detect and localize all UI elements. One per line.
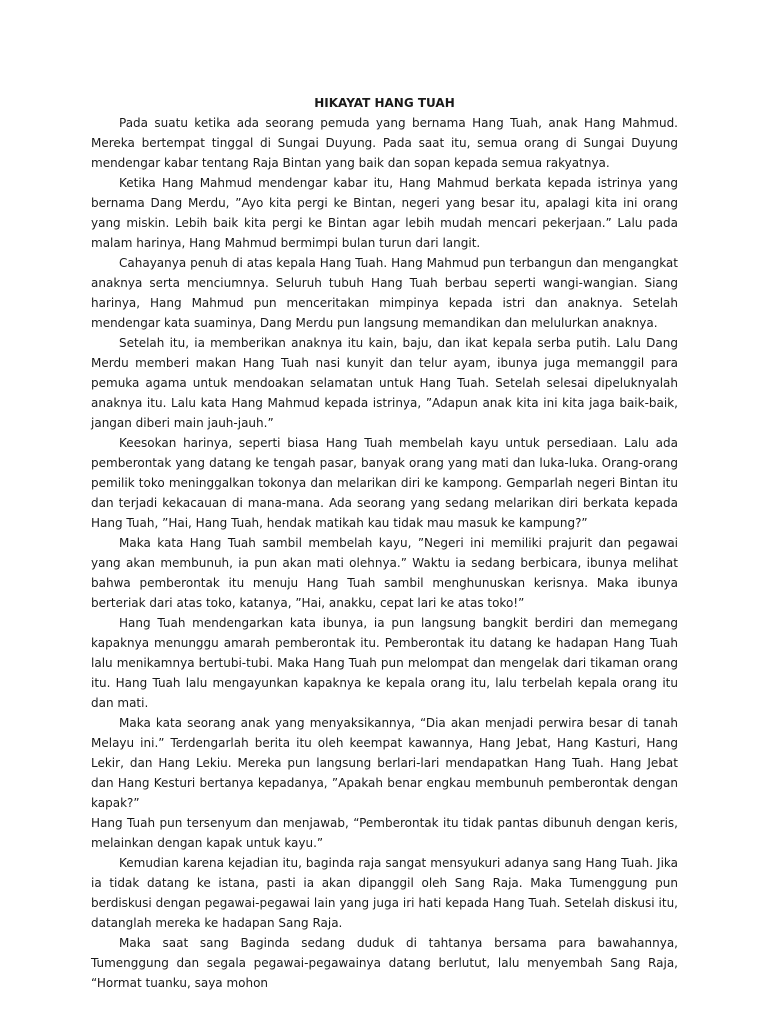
paragraph: Maka kata Hang Tuah sambil membelah kayu, ”Negeri ini memiliki prajurit dan pegawai yang akan membunuh, ia pun akan mati olehnya.” Waktu ia sedang berbicara, ibunya melihat bahwa pemberontak itu menuju Hang Tuah sambil menghunuskan kerisnya. Maka ibunya berteriak dari atas toko, katanya, ”Hai, anakku, cepat lari ke atas toko!” <box>91 536 678 610</box>
paragraph: Setelah itu, ia memberikan anaknya itu kain, baju, dan ikat kepala serba putih. Lalu Dang Merdu memberi makan Hang Tuah nasi kunyit dan telur ayam, ibunya juga memanggil para pemuka agama untuk mendoakan selamatan untuk Hang Tuah. Setelah selesai dipeluknyalah anaknya itu. Lalu kata Hang Mahmud kepada istrinya, ”Adapun anak kita ini kita jaga baik-baik, jangan diberi main jauh-jauh.” <box>91 336 678 430</box>
paragraph: Maka saat sang Baginda sedang duduk di tahtanya bersama para bawahannya, Tumenggung dan segala pegawai-pegawainya datang berlutut, lalu menyembah Sang Raja, “Hormat tuanku, saya mohon <box>91 936 678 990</box>
document-body <box>91 113 678 993</box>
paragraph: Maka kata seorang anak yang menyaksikannya, “Dia akan menjadi perwira besar di tanah Melayu ini.” Terdengarlah berita itu oleh keempat kawannya, Hang Jebat, Hang Kasturi, Hang Lekir, dan Hang Lekiu. Mereka pun langsung berlari-lari mendapatkan Hang Tuah. Hang Jebat dan Hang Kesturi bertanya kepadanya, ”Apakah benar engkau membunuh pemberontak dengan kapak?” <box>91 716 678 810</box>
paragraph: Pada suatu ketika ada seorang pemuda yang bernama Hang Tuah, anak Hang Mahmud. Mereka bertempat tinggal di Sungai Duyung. Pada saat itu, semua orang di Sungai Duyung mendengar kabar tentang Raja Bintan yang baik dan sopan kepada semua rakyatnya. <box>91 116 678 170</box>
paragraph: Cahayanya penuh di atas kepala Hang Tuah. Hang Mahmud pun terbangun dan mengangkat anaknya serta menciumnya. Seluruh tubuh Hang Tuah berbau seperti wangi-wangian. Siang harinya, Hang Mahmud pun menceritakan mimpinya kepada istri dan anaknya. Setelah mendengar kata suaminya, Dang Merdu pun langsung memandikan dan melulurkan anaknya. <box>91 256 678 330</box>
paragraph: Hang Tuah mendengarkan kata ibunya, ia pun langsung bangkit berdiri dan memegang kapaknya menunggu amarah pemberontak itu. Pemberontak itu datang ke hadapan Hang Tuah lalu menikamnya bertubi-tubi. Maka Hang Tuah pun melompat dan mengelak dari tikaman orang itu. Hang Tuah lalu mengayunkan kapaknya ke kepala orang itu, lalu terbelah kepala orang itu dan mati. <box>91 616 678 710</box>
paragraph: Kemudian karena kejadian itu, baginda raja sangat mensyukuri adanya sang Hang Tuah. Jika ia tidak datang ke istana, pasti ia akan dipanggil oleh Sang Raja. Maka Tumenggung pun berdiskusi dengan pegawai-pegawai lain yang juga iri hati kepada Hang Tuah. Setelah diskusi itu, datanglah mereka ke hadapan Sang Raja. <box>91 856 678 930</box>
paragraph: Hang Tuah pun tersenyum dan menjawab, “Pemberontak itu tidak pantas dibunuh dengan keris, melainkan dengan kapak untuk kayu.” <box>91 816 678 850</box>
document-title: HIKAYAT HANG TUAH <box>314 96 455 110</box>
paragraph: Ketika Hang Mahmud mendengar kabar itu, Hang Mahmud berkata kepada istrinya yang bernama Dang Merdu, ”Ayo kita pergi ke Bintan, negeri yang besar itu, apalagi kita ini orang yang miskin. Lebih baik kita pergi ke Bintan agar lebih mudah mencari pekerjaan.” Lalu pada malam harinya, Hang Mahmud bermimpi bulan turun dari langit. <box>91 176 678 250</box>
paragraph: Keesokan harinya, seperti biasa Hang Tuah membelah kayu untuk persediaan. Lalu ada pemberontak yang datang ke tengah pasar, banyak orang yang mati dan luka-luka. Orang-orang pemilik toko meninggalkan tokonya dan melarikan diri ke kampong. Gemparlah negeri Bintan itu dan terjadi kekacauan di mana-mana. Ada seorang yang sedang melarikan diri berkata kepada Hang Tuah, ”Hai, Hang Tuah, hendak matikah kau tidak mau masuk ke kampung?” <box>91 436 678 530</box>
